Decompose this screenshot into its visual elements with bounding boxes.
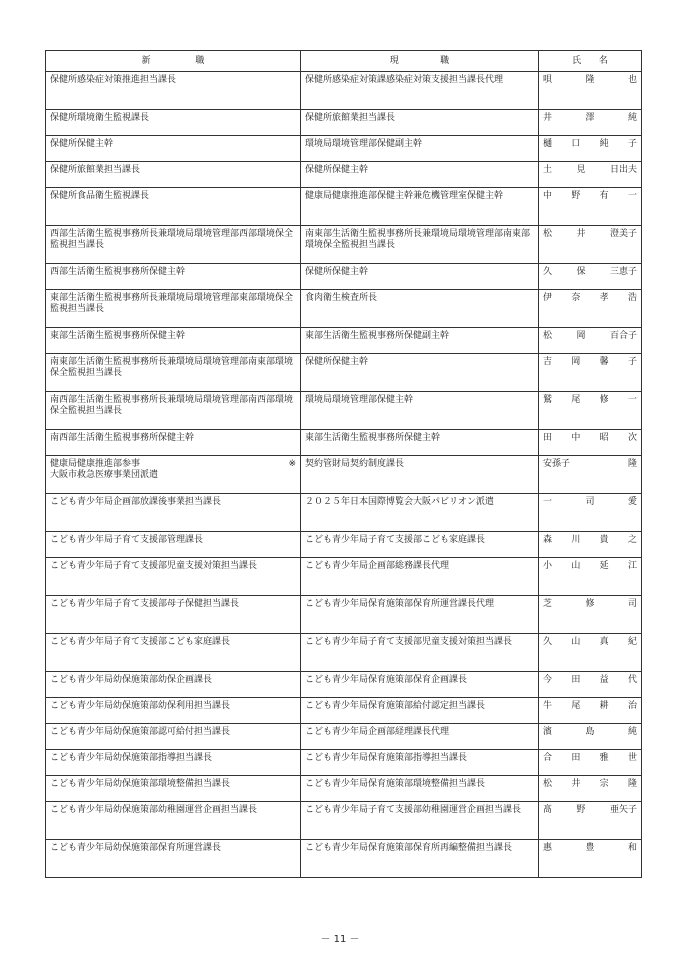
name-part: 島 <box>585 727 595 737</box>
name-part: 隆 <box>585 75 595 85</box>
name-part: 三恵子 <box>609 267 637 277</box>
new-post-text: こども青少年局企画部放課後事業担当課長 <box>50 497 222 507</box>
name-part: 日出夫 <box>609 165 637 175</box>
table-row <box>46 188 642 226</box>
name-part: 子 <box>627 357 637 367</box>
name-cell <box>539 290 642 328</box>
new-post-text: こども青少年局幼保施策部保育所運営課長 <box>50 843 222 853</box>
current-post-cell: こども青少年局保育施策部保育所運営課長代理 <box>301 596 539 634</box>
name-part: 井 <box>543 113 553 123</box>
table-header-row <box>46 51 642 72</box>
name-part: 雅 <box>599 753 609 763</box>
current-post-cell: 保健所感染症対策課感染症対策支援担当課長代理 <box>301 72 539 110</box>
new-post-text: こども青少年局幼保施策部幼保企画課長 <box>50 675 213 685</box>
name-part: 亜矢子 <box>609 805 637 815</box>
name-part: 中 <box>571 433 581 443</box>
name-cell <box>539 558 642 596</box>
name-part: 有 <box>599 191 609 201</box>
name-cell <box>539 430 642 456</box>
name-part: 百合子 <box>609 331 637 341</box>
new-post-text: 保健所感染症対策推進担当課長 <box>50 75 177 85</box>
name-part: 山 <box>571 637 581 647</box>
name-part: 澄美子 <box>609 229 637 239</box>
new-post-text: こども青少年局幼保施策部認可給付担当課長 <box>50 727 231 737</box>
name-part: 野 <box>571 191 581 201</box>
name-cell <box>539 188 642 226</box>
name-part: 松 <box>543 779 553 789</box>
header-current-post: 現 職 <box>301 51 539 72</box>
new-post-cell <box>46 354 301 392</box>
table-row <box>46 634 642 672</box>
table-row <box>46 724 642 750</box>
name-cell <box>539 264 642 290</box>
name-cell <box>539 672 642 698</box>
personnel-table <box>45 50 642 878</box>
new-post-cell <box>46 430 301 456</box>
current-post-cell: 保健所保健主幹 <box>301 162 539 188</box>
new-post-cell <box>46 698 301 724</box>
name-part: 司 <box>627 599 637 609</box>
new-post-cell <box>46 110 301 136</box>
table-row <box>46 840 642 878</box>
new-post-text: こども青少年局子育て支援部母子保健担当課長 <box>50 599 240 609</box>
name-part: 一 <box>627 191 637 201</box>
table-row <box>46 226 642 264</box>
table-row <box>46 456 642 494</box>
name-part: 伊 <box>543 293 553 303</box>
name-part: 井 <box>571 779 581 789</box>
name-cell <box>539 802 642 840</box>
new-post-text: こども青少年局幼保施策部指導担当課長 <box>50 753 213 763</box>
new-post-text: こども青少年局子育て支援部児童支援対策担当課長 <box>50 561 258 571</box>
current-post-cell: 食肉衛生検査所長 <box>301 290 539 328</box>
new-post-text: 東部生活衛生監視事務所長兼環境局環境管理部東部環境保全監視担当課長 <box>50 293 294 314</box>
current-post-cell: 保健所旅館業担当課長 <box>301 110 539 136</box>
new-post-cell <box>46 226 301 264</box>
current-post-cell: こども青少年局子育て支援部こども家庭課長 <box>301 532 539 558</box>
name-cell <box>539 596 642 634</box>
name-cell <box>539 532 642 558</box>
name-cell <box>539 162 642 188</box>
name-part: 純 <box>627 727 637 737</box>
name-part: 耕 <box>599 701 609 711</box>
new-post-text: 健康局健康推進部参事 <box>50 459 141 469</box>
new-post-text: 南西部生活衛生監視事務所保健主幹 <box>50 433 195 443</box>
table-row <box>46 110 642 136</box>
name-part: 延 <box>599 561 609 571</box>
new-post-cell <box>46 840 301 878</box>
name-part: 田 <box>571 753 581 763</box>
name-part: 馨 <box>599 357 609 367</box>
table-row <box>46 750 642 776</box>
new-post-cell <box>46 72 301 110</box>
new-post-text: 南西部生活衛生監視事務所長兼環境局環境管理部南西部環境保全監視担当課長 <box>50 395 294 416</box>
name-cell <box>539 840 642 878</box>
current-post-cell: 契約管財局契約制度課長 <box>301 456 539 494</box>
new-post-cell <box>46 596 301 634</box>
name-part: 野 <box>576 805 586 815</box>
name-cell <box>539 456 642 494</box>
name-part: 治 <box>627 701 637 711</box>
name-part: 見 <box>576 165 586 175</box>
table-row <box>46 328 642 354</box>
current-post-cell: こども青少年局保育施策部指導担当課長 <box>301 750 539 776</box>
name-part: 井 <box>576 229 586 239</box>
name-cell <box>539 328 642 354</box>
name-cell <box>539 494 642 532</box>
name-part: 田 <box>543 433 553 443</box>
name-part: 修 <box>585 599 595 609</box>
name-part: 土 <box>543 165 553 175</box>
name-part: 中 <box>543 191 553 201</box>
name-part: 純 <box>599 139 609 149</box>
new-post-cell <box>46 188 301 226</box>
name-part: 今 <box>543 675 553 685</box>
new-post-text: 西部生活衛生監視事務所長兼環境局環境管理部西部環境保全監視担当課長 <box>50 229 294 250</box>
current-post-cell: 東部生活衛生監視事務所保健主幹 <box>301 430 539 456</box>
name-part: 川 <box>571 535 581 545</box>
table-row <box>46 430 642 456</box>
table-row <box>46 290 642 328</box>
name-part: 奈 <box>571 293 581 303</box>
table-row <box>46 596 642 634</box>
current-post-cell: 環境局環境管理部保健副主幹 <box>301 136 539 162</box>
name-part: 口 <box>571 139 581 149</box>
new-post-cell <box>46 802 301 840</box>
name-part: 森 <box>543 535 553 545</box>
new-post-text: こども青少年局幼保施策部幼保利用担当課長 <box>50 701 231 711</box>
current-post-cell: こども青少年局保育施策部保育所再編整備担当課長 <box>301 840 539 878</box>
table-row <box>46 558 642 596</box>
name-cell <box>539 724 642 750</box>
new-post-cell <box>46 672 301 698</box>
new-post-text: 保健所旅館業担当課長 <box>50 165 141 175</box>
table-row <box>46 136 642 162</box>
name-part: 也 <box>627 75 637 85</box>
name-part: 田 <box>571 675 581 685</box>
name-part: 尾 <box>571 395 581 405</box>
name-part: 一 <box>543 497 553 507</box>
table-row <box>46 494 642 532</box>
name-part: 牛 <box>543 701 553 711</box>
name-part: 岡 <box>576 331 586 341</box>
name-part: 髙 <box>543 805 553 815</box>
name-part: 小 <box>543 561 553 571</box>
name-part: 山 <box>571 561 581 571</box>
new-post-cell <box>46 532 301 558</box>
name-cell <box>539 698 642 724</box>
name-part: 澤 <box>585 113 595 123</box>
new-post-cell <box>46 328 301 354</box>
header-name: 氏 名 <box>539 51 642 72</box>
name-cell <box>539 634 642 672</box>
name-part: 久 <box>543 267 553 277</box>
name-part: 松 <box>543 331 553 341</box>
name-part: 浩 <box>627 293 637 303</box>
name-part: 久 <box>543 637 553 647</box>
name-cell <box>539 392 642 430</box>
new-post-cell <box>46 494 301 532</box>
name-part: 松 <box>543 229 553 239</box>
header-new-post: 新 職 <box>46 51 301 72</box>
new-post-text: 西部生活衛生監視事務所保健主幹 <box>50 267 186 277</box>
new-post-text: 南東部生活衛生監視事務所長兼環境局環境管理部南東部環境保全監視担当課長 <box>50 357 294 378</box>
name-part: 安孫子 <box>543 459 571 469</box>
table-row <box>46 532 642 558</box>
name-part: 愛 <box>627 497 637 507</box>
name-part: 代 <box>627 675 637 685</box>
name-part: 和 <box>627 843 637 853</box>
name-part: 一 <box>627 395 637 405</box>
name-part: 純 <box>627 113 637 123</box>
current-post-cell: こども青少年局保育施策部環境整備担当課長 <box>301 776 539 802</box>
new-post-text: 保健所食品衛生監視課長 <box>50 191 150 201</box>
name-part: 宗 <box>599 779 609 789</box>
table-row <box>46 354 642 392</box>
name-part: 子 <box>627 139 637 149</box>
name-cell <box>539 776 642 802</box>
table-row <box>46 392 642 430</box>
name-part: 岡 <box>571 357 581 367</box>
current-post-cell: こども青少年局保育施策部給付認定担当課長 <box>301 698 539 724</box>
current-post-cell: こども青少年局企画部経理課長代理 <box>301 724 539 750</box>
name-cell <box>539 226 642 264</box>
name-part: 貴 <box>599 535 609 545</box>
name-part: 益 <box>599 675 609 685</box>
new-post-cell <box>46 290 301 328</box>
new-post-cell <box>46 750 301 776</box>
new-post-cell <box>46 634 301 672</box>
name-part: 之 <box>627 535 637 545</box>
name-part: 合 <box>543 753 553 763</box>
name-part: 鷲 <box>543 395 553 405</box>
new-post-text: 大阪市救急医療事業団派遣 <box>50 470 159 480</box>
name-part: 唄 <box>543 75 553 85</box>
table-row <box>46 72 642 110</box>
name-part: 保 <box>576 267 586 277</box>
new-post-text: 保健所環境衛生監視課長 <box>50 113 150 123</box>
new-post-cell <box>46 558 301 596</box>
name-part: 孝 <box>599 293 609 303</box>
new-post-text: 保健所保健主幹 <box>50 139 114 149</box>
name-part: 芝 <box>543 599 553 609</box>
table-row <box>46 802 642 840</box>
name-part: 濱 <box>543 727 553 737</box>
name-cell <box>539 136 642 162</box>
name-part: 昭 <box>599 433 609 443</box>
new-post-cell <box>46 456 301 494</box>
name-cell <box>539 354 642 392</box>
current-post-cell: こども青少年局企画部総務課長代理 <box>301 558 539 596</box>
table-row <box>46 264 642 290</box>
current-post-cell: 健康局健康推進部保健主幹兼危機管理室保健主幹 <box>301 188 539 226</box>
name-part: 真 <box>599 637 609 647</box>
name-part: 隆 <box>627 779 637 789</box>
new-post-cell <box>46 264 301 290</box>
name-part: 惠 <box>543 843 553 853</box>
new-post-text: こども青少年局幼保施策部環境整備担当課長 <box>50 779 231 789</box>
name-cell <box>539 72 642 110</box>
page-number: － 11 － <box>320 934 360 945</box>
new-post-text: こども青少年局子育て支援部こども家庭課長 <box>50 637 231 647</box>
current-post-cell: こども青少年局保育施策部保育企画課長 <box>301 672 539 698</box>
current-post-cell: こども青少年局子育て支援部児童支援対策担当課長 <box>301 634 539 672</box>
note-mark: ※ <box>288 459 296 469</box>
name-part: 尾 <box>571 701 581 711</box>
current-post-cell: 南東部生活衛生監視事務所長兼環境局環境管理部南東部環境保全監視担当課長 <box>301 226 539 264</box>
new-post-cell <box>46 724 301 750</box>
current-post-cell: 環境局環境管理部保健主幹 <box>301 392 539 430</box>
name-part: 吉 <box>543 357 553 367</box>
name-part: 紀 <box>627 637 637 647</box>
name-part: 世 <box>627 753 637 763</box>
new-post-cell <box>46 162 301 188</box>
new-post-text: こども青少年局幼保施策部幼稚園運営企画担当課長 <box>50 805 258 815</box>
new-post-cell <box>46 392 301 430</box>
table-row <box>46 672 642 698</box>
name-part: 修 <box>599 395 609 405</box>
current-post-cell: 東部生活衛生監視事務所保健副主幹 <box>301 328 539 354</box>
new-post-cell <box>46 136 301 162</box>
name-part: 豊 <box>585 843 595 853</box>
name-cell <box>539 750 642 776</box>
name-part: 司 <box>585 497 595 507</box>
current-post-cell: 保健所保健主幹 <box>301 354 539 392</box>
current-post-cell: 保健所保健主幹 <box>301 264 539 290</box>
current-post-cell: ２０２５年日本国際博覧会大阪パビリオン派遣 <box>301 494 539 532</box>
table-row <box>46 776 642 802</box>
new-post-text: 東部生活衛生監視事務所保健主幹 <box>50 331 186 341</box>
table-row <box>46 162 642 188</box>
name-cell <box>539 110 642 136</box>
name-part: 樋 <box>543 139 553 149</box>
table-row <box>46 698 642 724</box>
new-post-cell <box>46 776 301 802</box>
name-part: 隆 <box>627 459 637 469</box>
name-part: 江 <box>627 561 637 571</box>
current-post-cell: こども青少年局子育て支援部幼稚園運営企画担当課長 <box>301 802 539 840</box>
name-part: 次 <box>627 433 637 443</box>
new-post-text: こども青少年局子育て支援部管理課長 <box>50 535 204 545</box>
